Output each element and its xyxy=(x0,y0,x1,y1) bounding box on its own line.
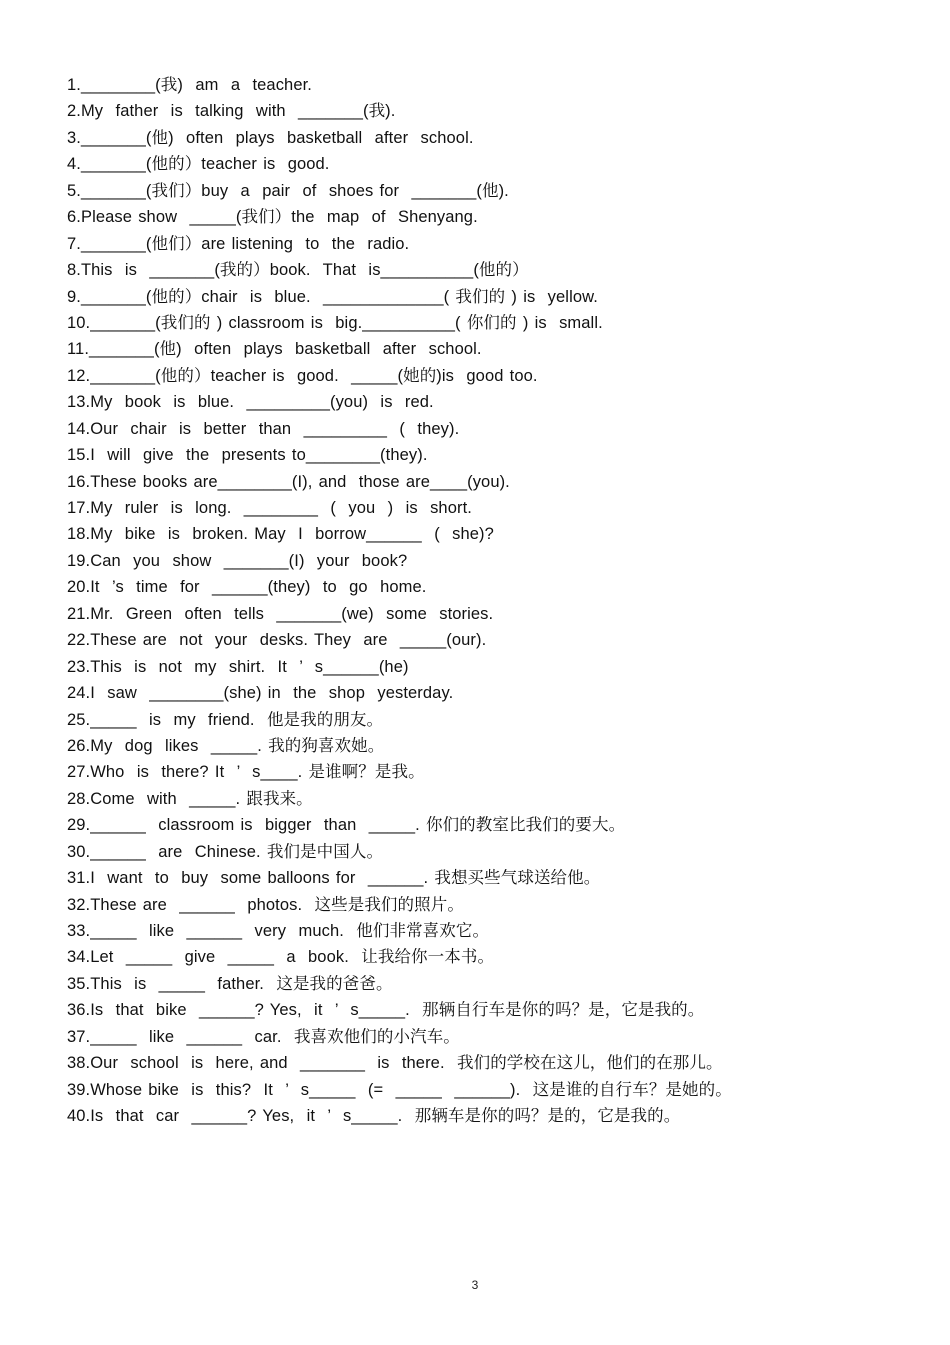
exercise-item: 14.Our chair is better than _________ ( they). xyxy=(67,419,460,438)
exercise-item: 25._____ is my friend. 他是我的朋友。 xyxy=(67,710,384,729)
exercise-item: 21.Mr. Green often tells _______(we) some stories. xyxy=(67,604,494,623)
exercise-item: 19.Can you show _______(I) your book? xyxy=(67,551,408,570)
exercise-item: 6.Please show _____(我们）the map of Shenyang. xyxy=(67,208,478,227)
exercise-item: 28.Come with _____. 跟我来。 xyxy=(67,789,313,808)
exercise-item: 22.These are not your desks. They are _____(our). xyxy=(67,631,487,650)
exercise-item: 12._______(他的）teacher is good. _____(她的)is good too. xyxy=(67,366,538,385)
page-number: 3 xyxy=(471,1278,479,1292)
exercise-item: 11._______(他) often plays basketball after school. xyxy=(67,340,482,359)
exercise-item: 8.This is _______(我的）book. That is__________(他的） xyxy=(67,261,529,280)
exercise-item: 18.My bike is broken. May I borrow______ ( she)? xyxy=(67,525,494,544)
exercise-item: 2.My father is talking with _______(我). xyxy=(67,102,396,121)
exercise-item: 34.Let _____ give _____ a book. 让我给你一本书。 xyxy=(67,948,495,967)
exercise-item: 23.This is not my shirt. It ’ s______(he) xyxy=(67,657,409,676)
exercise-item: 1.________(我) am a teacher. xyxy=(67,76,312,94)
exercise-item: 9._______(他的）chair is blue. _____________( 我们的 ) is yellow. xyxy=(67,287,598,306)
exercise-item: 17.My ruler is long. ________ ( you ) is short. xyxy=(67,499,472,517)
exercise-item: 40.Is that car ______? Yes, it ’ s_____. 那辆车是你的吗？是的，它是我的。 xyxy=(67,1107,681,1126)
exercise-item: 30.______ are Chinese. 我们是中国人。 xyxy=(67,842,384,861)
exercise-item: 35.This is _____ father. 这是我的爸爸。 xyxy=(67,974,393,993)
exercise-item: 15.I will give the presents to________(they). xyxy=(67,446,428,465)
exercise-item: 39.Whose bike is this? It ’ s_____ (= _____ ______). 这是谁的自行车？是她的。 xyxy=(67,1080,732,1099)
exercise-item: 38.Our school is here, and _______ is there. 我们的学校在这儿，他们的在那儿。 xyxy=(67,1054,723,1073)
exercise-item: 37._____ like ______ car. 我喜欢他们的小汽车。 xyxy=(67,1027,460,1046)
exercise-item: 20.It ’s time for ______(they) to go home. xyxy=(67,578,427,597)
exercise-list xyxy=(67,72,887,1130)
exercise-item: 29.______ classroom is bigger than _____. 你们的教室比我们的要大。 xyxy=(67,816,626,835)
exercise-item: 36.Is that bike ______? Yes, it ’ s_____. 那辆自行车是你的吗？是，它是我的。 xyxy=(67,1001,705,1020)
exercise-item: 32.These are ______ photos. 这些是我们的照片。 xyxy=(67,895,464,914)
exercise-item: 26.My dog likes _____. 我的狗喜欢她。 xyxy=(67,736,385,755)
exercise-item: 10._______(我们的 ) classroom is big.__________( 你们的 ) is small. xyxy=(67,313,603,332)
exercise-item: 16.These books are________(I), and those are____(you). xyxy=(67,472,510,491)
exercise-item: 31.I want to buy some balloons for ______. 我想买些气球送给他。 xyxy=(67,869,601,888)
exercise-item: 7._______(他们）are listening to the radio. xyxy=(67,234,410,253)
exercise-item: 3._______(他) often plays basketball after school. xyxy=(67,128,474,147)
exercise-item: 4._______(他的）teacher is good. xyxy=(67,155,330,174)
exercise-item: 33._____ like ______ very much. 他们非常喜欢它。 xyxy=(67,922,490,940)
exercise-item: 13.My book is blue. _________(you) is red. xyxy=(67,393,434,412)
exercise-item: 27.Who is there? It ’ s____. 是谁啊？是我。 xyxy=(67,763,425,782)
exercise-item: 5._______(我们）buy a pair of shoes for _______(他). xyxy=(67,181,509,200)
exercise-item: 24.I saw ________(she) in the shop yesterday. xyxy=(67,684,454,703)
